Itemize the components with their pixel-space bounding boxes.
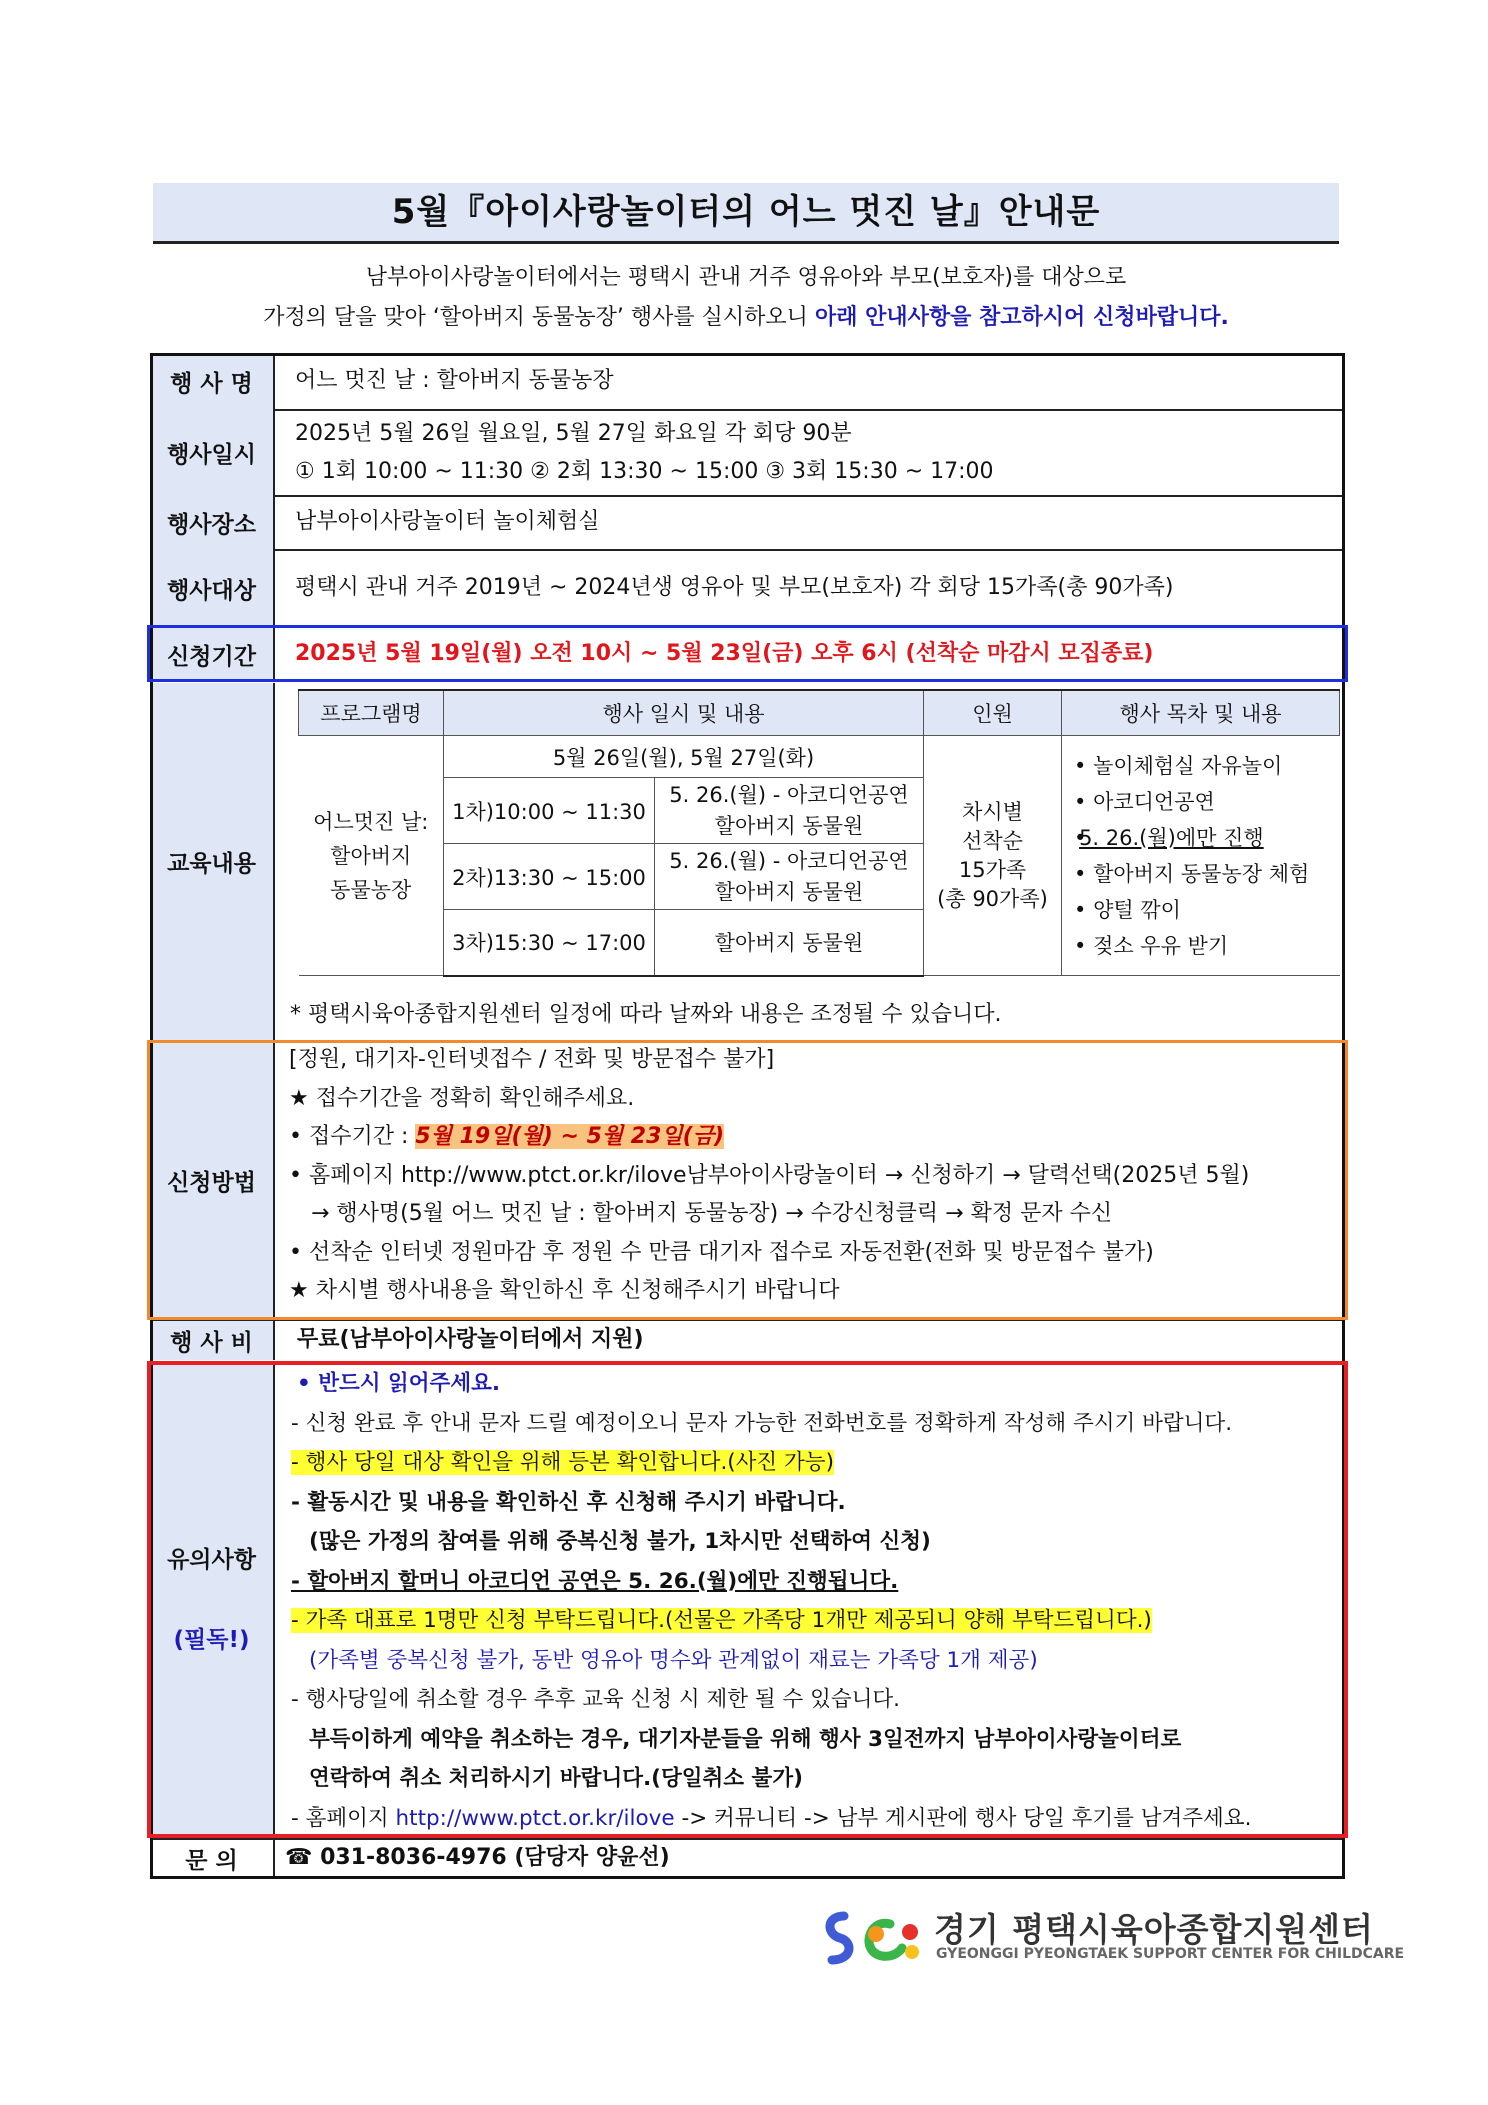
label-event-place: 행사장소: [150, 495, 275, 549]
notes-line: - 신청 완료 후 안내 문자 드릴 예정이오니 문자 가능한 전화번호를 정확하게 작성해 주시기 바랍니다.: [291, 1410, 1233, 1436]
label-event-date: 행사일시: [150, 409, 275, 495]
row-event-date: [150, 409, 1345, 495]
logo-mark-icon: [818, 1906, 928, 1970]
education-capacity: [924, 736, 1062, 976]
notes-line: [291, 1443, 1345, 1483]
session-content: [655, 778, 924, 844]
apply-period-value: 2025년 5월 19일(월) 오전 10시 ~ 5월 23일(금) 오후 6시 (선착순 마감시 모집종료): [295, 641, 1154, 666]
homepage-link[interactable]: http://www.ptct.or.kr/ilove: [395, 1805, 675, 1831]
education-table: [298, 689, 1340, 977]
intro-line-1: 남부아이사랑놀이터에서는 평택시 관내 거주 영유아와 부모(보호자)를 대상으로: [365, 265, 1127, 290]
notes-line: (많은 가정의 참여를 위해 중복신청 불가, 1차시만 선택하여 신청): [309, 1529, 931, 1554]
notes-line: - 행사당일에 취소할 경우 추후 교육 신청 시 제한 될 수 있습니다.: [291, 1687, 900, 1712]
event-date-line-2: ① 1회 10:00 ~ 11:30 ② 2회 13:30 ~ 15:00 ③ 3회 15:30 ~ 17:00: [295, 459, 994, 484]
contents-item: • 놀이체험실 자유놀이: [1074, 748, 1340, 784]
org-logo: [818, 1906, 1405, 1970]
session-content-line: 할아버지 동물원: [714, 879, 864, 904]
label-fee: 행 사 비: [150, 1320, 275, 1360]
row-contact: [150, 1839, 1345, 1877]
contents-item: • 할아버지 동물농장 체험: [1074, 856, 1340, 892]
row-apply-period: [150, 627, 1345, 681]
row-education: [150, 683, 1345, 1040]
program-name-line: 할아버지: [330, 843, 412, 868]
education-header-capacity: 인원: [924, 690, 1062, 736]
notes-homepage-prefix: - 홈페이지: [291, 1805, 396, 1831]
row-event-target: [150, 549, 1345, 627]
contents-item: • 아코디언공연: [1074, 784, 1340, 820]
logo-name: 경기 평택시육아종합지원센터: [934, 1910, 1374, 1949]
education-contents: [1062, 736, 1340, 976]
session-content-line: 5. 26.(월) - 아코디언공연: [669, 782, 909, 807]
notes-homepage-suffix: -> 커뮤니티 -> 남부 게시판에 행사 당일 후기를 남겨주세요.: [674, 1805, 1252, 1831]
education-program-name: [299, 736, 444, 976]
notes-line: [291, 1601, 1345, 1641]
apply-method-line: ★ 차시별 행사내용을 확인하신 후 신청해주시기 바랍니다: [289, 1278, 840, 1303]
capacity-line: 차시별: [962, 799, 1023, 824]
notes-line: 부득이하게 예약을 취소하는 경우, 대기자분들을 위해 행사 3일전까지 남부아이사랑놀이터로: [309, 1726, 1182, 1752]
capacity-line: (총 90가족): [937, 886, 1048, 911]
session-content: 할아버지 동물원: [655, 910, 924, 976]
divider: [150, 1319, 1345, 1321]
row-fee: [150, 1320, 1345, 1360]
notes-line: • 반드시 읽어주세요.: [297, 1371, 501, 1396]
contents-item: • 젖소 우유 받기: [1074, 928, 1340, 964]
contents-item-note-text: 5. 26.(월)에만 진행: [1079, 825, 1264, 850]
logo-subtitle: GYEONGGI PYEONGTAEK SUPPORT CENTER FOR CHILDCARE: [936, 1946, 1405, 1962]
label-contact: 문 의: [150, 1839, 275, 1877]
intro-line-2-text: 가정의 달을 맞아 ‘할아버지 동물농장’ 행사를 실시하오니: [263, 305, 815, 330]
capacity-line: 15가족: [958, 857, 1027, 882]
notes-line: - 활동시간 및 내용을 확인하신 후 신청해 주시기 바랍니다.: [291, 1489, 846, 1515]
intro-line-2: [153, 302, 1339, 334]
capacity-line: 선착순: [962, 828, 1023, 853]
label-notes-sub: (필독!): [173, 1626, 250, 1653]
label-notes-main: 유의사항: [167, 1546, 256, 1573]
apply-method-line: • 선착순 인터넷 정원마감 후 정원 수 만큼 대기자 접수로 자동전환(전화 및 방문접수 불가): [289, 1239, 1154, 1265]
notes-line: [291, 1562, 1345, 1602]
session-content: [655, 844, 924, 910]
row-notes: [150, 1362, 1345, 1837]
education-header-schedule: 행사 일시 및 내용: [444, 690, 924, 736]
page-title: 5월『아이사랑놀이터의 어느 멋진 날』안내문: [153, 183, 1339, 244]
row-apply-method: [150, 1041, 1345, 1319]
program-name-line: 어느멋진 날:: [313, 809, 429, 834]
apply-method-line: → 행사명(5월 어느 멋진 날 : 할아버지 동물농장) → 수강신청클릭 → 확정 문자 수신: [311, 1201, 1113, 1226]
label-education: 교육내용: [150, 683, 275, 1040]
notes-line-underlined: - 할아버지 할머니 아코디언 공연은 5. 26.(월)에만 진행됩니다.: [291, 1568, 899, 1594]
apply-method-period-label: • 접수기간 :: [289, 1124, 416, 1149]
session-time: 3차)15:30 ~ 17:00: [444, 910, 655, 976]
notes-line-highlight: - 행사 당일 대상 확인을 위해 등본 확인합니다.(사진 가능): [291, 1450, 834, 1475]
program-name-line: 동물농장: [330, 877, 412, 902]
notes-line-highlight: - 가족 대표로 1명만 신청 부탁드립니다.(선물은 가족당 1개만 제공되니 양해 부탁드립니다.): [291, 1608, 1152, 1633]
label-event-target: 행사대상: [150, 549, 275, 627]
notes-line: (가족별 중복신청 불가, 동반 영유아 명수와 관계없이 재료는 가족당 1개 제공): [309, 1647, 1038, 1673]
session-time: 2차)13:30 ~ 15:00: [444, 844, 655, 910]
education-dates: 5월 26일(월), 5월 27일(화): [444, 736, 924, 778]
label-apply-period: 신청기간: [150, 627, 275, 681]
session-time: 1차)10:00 ~ 11:30: [444, 778, 655, 844]
contents-item: • 양털 깎이: [1074, 892, 1340, 928]
apply-method-line: ★ 접수기간을 정확히 확인해주세요.: [289, 1085, 635, 1111]
row-event-name: [150, 353, 1345, 409]
education-note: * 평택시육아종합지원센터 일정에 따라 날짜와 내용은 조정될 수 있습니다.: [290, 1002, 1002, 1027]
event-place-value: 남부아이사랑놀이터 놀이체험실: [295, 509, 600, 534]
contents-item-note: [1074, 820, 1340, 856]
label-event-name: 행 사 명: [150, 353, 275, 409]
session-content-line: 5. 26.(월) - 아코디언공연: [669, 848, 909, 873]
event-date-line-1: 2025년 5월 26일 월요일, 5월 27일 화요일 각 회당 90분: [295, 421, 852, 446]
notes-line: 연락하여 취소 처리하시기 바랍니다.(당일취소 불가): [309, 1766, 803, 1791]
event-target-value: 평택시 관내 거주 2019년 ~ 2024년생 영유아 및 부모(보호자) 각 회당 15가족(총 90가족): [295, 575, 1174, 600]
apply-method-period: [289, 1118, 1345, 1157]
label-notes: [150, 1362, 275, 1837]
education-header-program: 프로그램명: [299, 690, 444, 736]
event-name-value: 어느 멋진 날 : 할아버지 동물농장: [295, 368, 614, 393]
session-content-line: 할아버지 동물원: [714, 813, 864, 838]
apply-method-line: [정원, 대기자-인터넷접수 / 전화 및 방문접수 불가]: [289, 1047, 775, 1072]
notes-line: [291, 1799, 1345, 1839]
education-header-contents: 행사 목차 및 내용: [1062, 690, 1340, 736]
contact-value: ☎ 031-8036-4976 (담당자 양윤선): [285, 1845, 670, 1870]
label-apply-method: 신청방법: [150, 1041, 275, 1319]
apply-method-line: • 홈페이지 http://www.ptct.or.kr/ilove남부아이사랑놀이터 → 신청하기 → 달력선택(2025년 5월): [289, 1162, 1250, 1188]
row-event-place: [150, 495, 1345, 549]
divider: [150, 1838, 1345, 1840]
intro-line-2-highlight: 아래 안내사항을 참고하시어 신청바랍니다.: [814, 305, 1229, 330]
fee-value: 무료(남부아이사랑놀이터에서 지원): [297, 1327, 644, 1352]
apply-method-period-highlight: 5월 19일(월) ~ 5월 23일(금): [415, 1124, 725, 1149]
